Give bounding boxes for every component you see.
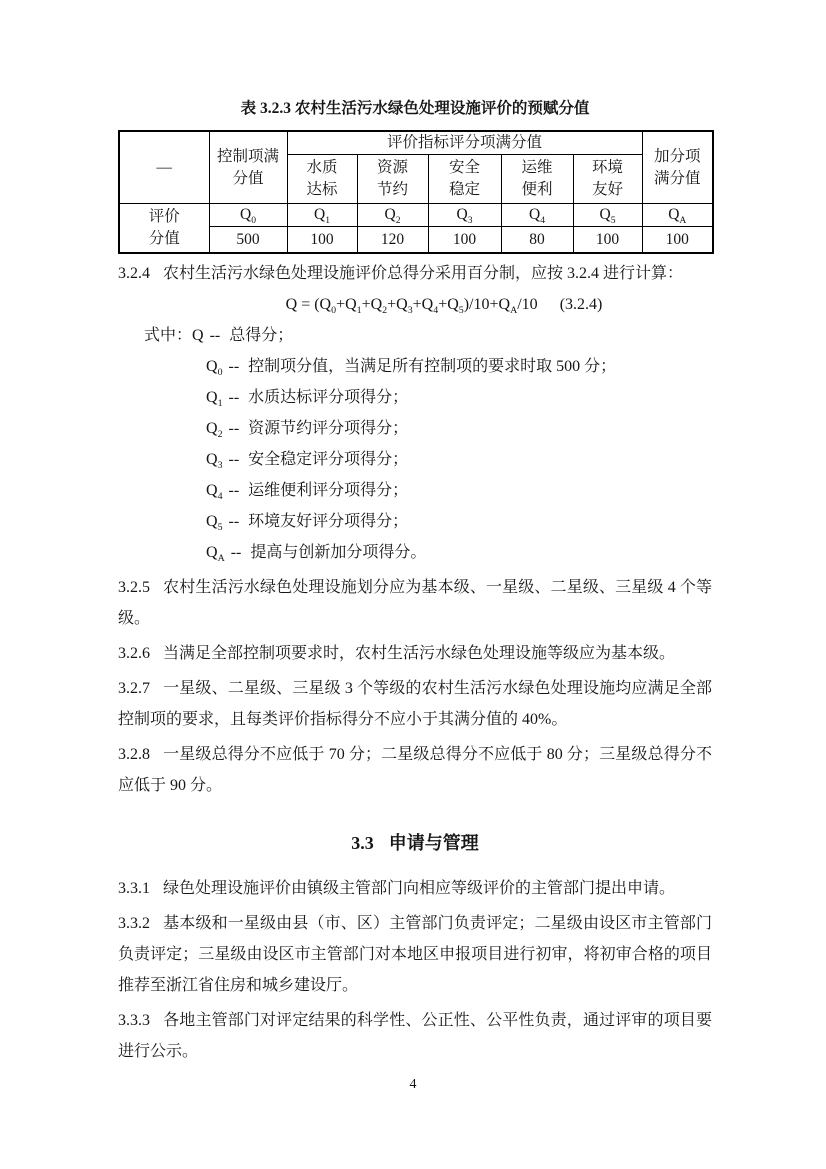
clause-text: 各地主管部门对评定结果的科学性、公正性、公平性负责，通过评审的项目要进行公示。 <box>118 1012 712 1060</box>
definition-symbol: Q <box>192 327 204 344</box>
symbol-cell: $Q_5$ <box>573 204 642 227</box>
definition-dash: -- <box>230 544 242 561</box>
indicator-header-cell: 水质达标 <box>287 155 357 204</box>
definition-text: 运维便利评分项得分； <box>248 482 409 499</box>
definition-line <box>118 413 712 444</box>
indicator-header-cell: 环境友好 <box>573 155 642 204</box>
value-cell: 100 <box>573 227 642 254</box>
symbol-cell: $Q_1$ <box>287 204 357 227</box>
definition-symbol: $Q_1$ <box>206 389 223 410</box>
control-header-label: 控制项满分值 <box>216 147 279 187</box>
clause-text: 当满足全部控制项要求时，农村生活污水绿色处理设施等级应为基本级。 <box>163 645 676 662</box>
clause-text: 一星级、二星级、三星级 3 个等级的农村生活污水绿色处理设施均应满足全部控制项的要求，且每类评价指标得分不应小于其满分值的 40%。 <box>118 680 712 728</box>
clause-text: 一星级总得分不应低于 70 分；二星级总得分不应低于 80 分；三星级总得分不应低于 90 分。 <box>118 746 712 794</box>
where-label: 式中： <box>144 327 193 344</box>
definition-dash: -- <box>209 327 221 344</box>
bonus-header-cell <box>642 131 713 204</box>
clause-3-2-7 <box>118 673 712 735</box>
clause-3-3-2 <box>118 908 712 1001</box>
value-cell: 100 <box>287 227 357 254</box>
definition-dash: -- <box>228 451 240 468</box>
definition-line <box>118 444 712 475</box>
clause-text: 农村生活污水绿色处理设施划分应为基本级、一星级、二星级、三星级 4 个等级。 <box>118 579 712 627</box>
definition-symbol: $Q_0$ <box>206 358 223 379</box>
prescored-values-table <box>118 130 714 254</box>
bonus-header-label: 加分项满分值 <box>654 147 701 187</box>
definition-text: 安全稳定评分项得分； <box>248 451 409 468</box>
value-cell: 100 <box>642 227 713 254</box>
definition-text: 资源节约评分项得分； <box>248 420 409 437</box>
definition-symbol: $Q_A$ <box>206 544 225 565</box>
value-cell: 100 <box>428 227 501 254</box>
clause-text: 绿色处理设施评价由镇级主管部门向相应等级评价的主管部门提出申请。 <box>163 880 676 897</box>
value-cell: 120 <box>357 227 428 254</box>
definition-text: 水质达标评分项得分； <box>248 389 409 406</box>
definition-symbol: $Q_5$ <box>206 513 223 534</box>
clause-number: 3.2.4 <box>118 265 150 282</box>
formula-line <box>118 289 712 320</box>
symbol-cell: $Q_0$ <box>209 204 287 227</box>
definition-dash: -- <box>228 420 240 437</box>
indicator-header-cell: 安全稳定 <box>428 155 501 204</box>
definition-dash: -- <box>228 389 240 406</box>
symbol-cell: $Q_4$ <box>501 204 573 227</box>
definition-symbol: $Q_2$ <box>206 420 223 441</box>
definition-text: 提高与创新加分项得分。 <box>250 544 427 561</box>
formula-reference: (3.2.4) <box>559 296 603 313</box>
section-title: 申请与管理 <box>388 833 479 853</box>
clause-number: 3.2.7 <box>118 680 150 697</box>
clause-number: 3.3.1 <box>118 880 150 897</box>
table-caption: 表 3.2.3 农村生活污水绿色处理设施评价的预赋分值 <box>240 100 590 117</box>
indicator-header-cell: 资源节约 <box>357 155 428 204</box>
formula-expression: $Q = (Q_0+Q_1+Q_2+Q_3+Q_4+Q_5)/10+Q_A/10$ <box>285 296 538 317</box>
definition-dash: -- <box>228 513 240 530</box>
symbol-cell: $Q_3$ <box>428 204 501 227</box>
value-cell: 500 <box>209 227 287 254</box>
group-header-cell: 评价指标评分项满分值 <box>287 131 642 155</box>
clause-3-2-4 <box>118 258 712 289</box>
definition-text: 控制项分值，当满足所有控制项的要求时取 500 分； <box>248 358 617 375</box>
row-label-cell: 评价分值 <box>119 204 209 254</box>
clause-number: 3.3.3 <box>118 1012 150 1029</box>
section-number: 3.3 <box>351 833 374 853</box>
definition-line <box>118 382 712 413</box>
definition-line <box>118 506 712 537</box>
clause-3-2-6 <box>118 638 712 669</box>
definition-text: 环境友好评分项得分； <box>248 513 409 530</box>
value-cell: 80 <box>501 227 573 254</box>
clause-3-3-3 <box>118 1005 712 1067</box>
page-number: 4 <box>409 1077 417 1092</box>
definition-symbol: $Q_4$ <box>206 482 223 503</box>
corner-cell: — <box>119 131 209 204</box>
definition-dash: -- <box>228 482 240 499</box>
clause-text: 农村生活污水绿色处理设施评价总得分采用百分制，应按 3.2.4 进行计算： <box>163 265 684 282</box>
definition-text: 总得分； <box>229 327 294 344</box>
where-line <box>118 320 712 351</box>
definition-line <box>118 351 712 382</box>
clause-3-2-8 <box>118 739 712 801</box>
control-header-cell <box>209 131 287 204</box>
clause-number: 3.2.6 <box>118 645 150 662</box>
clause-3-2-5 <box>118 572 712 634</box>
definition-dash: -- <box>228 358 240 375</box>
indicator-header-cell: 运维便利 <box>501 155 573 204</box>
clause-3-3-1 <box>118 873 712 904</box>
clause-number: 3.2.5 <box>118 579 150 596</box>
definition-line <box>118 537 712 568</box>
clause-text: 基本级和一星级由县（市、区）主管部门负责评定；二星级由设区市主管部门负责评定；三星级由设区市主管部门对本地区申报项目进行初审，将初审合格的项目推荐至浙江省住房和城乡建设厅。 <box>118 915 712 994</box>
section-heading-3-3 <box>118 830 712 856</box>
symbol-cell: $Q_A$ <box>642 204 713 227</box>
clause-number: 3.3.2 <box>118 915 150 932</box>
symbol-cell: $Q_2$ <box>357 204 428 227</box>
definition-line <box>118 475 712 506</box>
clause-number: 3.2.8 <box>118 746 150 763</box>
definition-symbol: $Q_3$ <box>206 451 223 472</box>
